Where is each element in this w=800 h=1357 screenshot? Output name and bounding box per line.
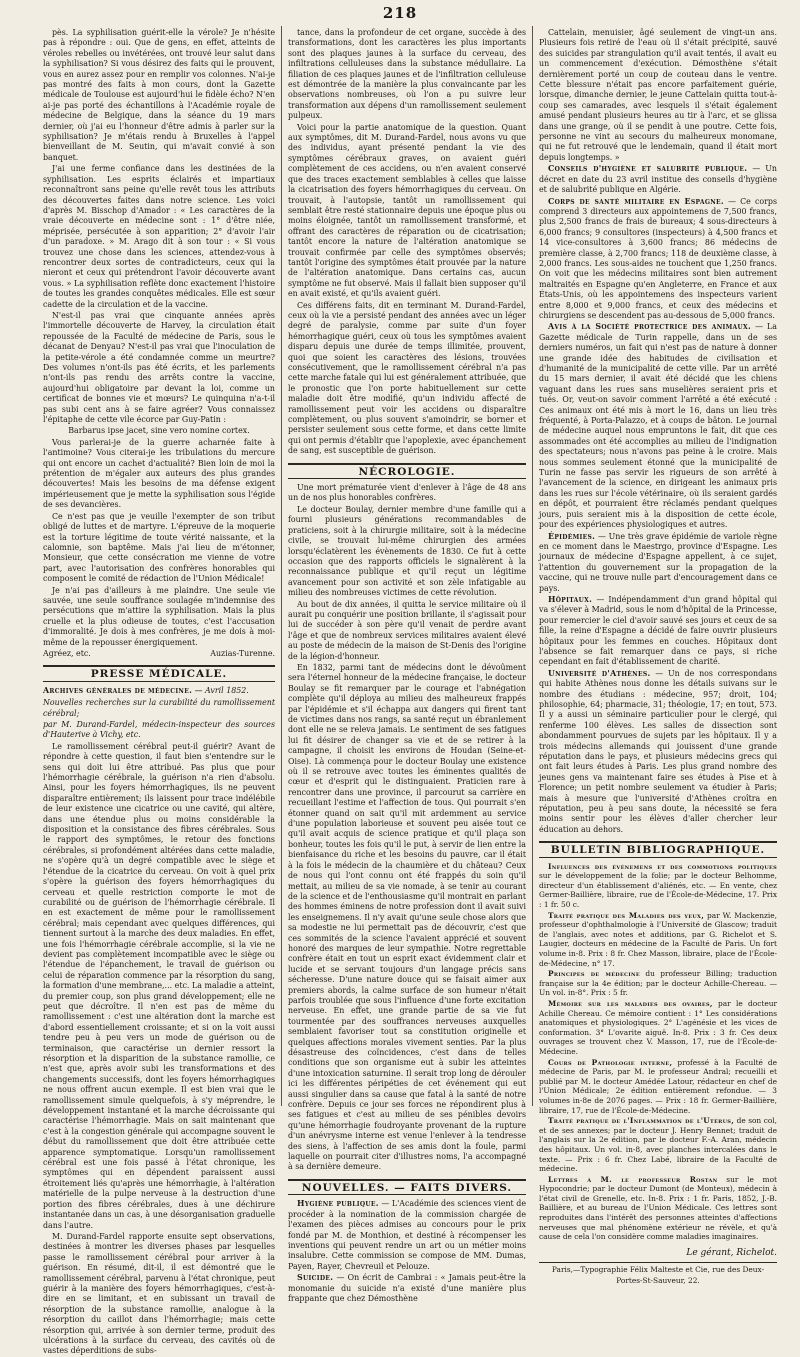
column-middle [288, 28, 526, 1303]
bibliography-list [539, 862, 777, 1242]
book-title: Lettres à M. le professeur Rostan [548, 1174, 718, 1184]
news-heading: Hôpitaux. [548, 594, 593, 604]
paragraph: Ces différens faits, dit en terminant M. Durand-Fardel, ceux où la vie a persisté pendant des années avec un léger degré de paralysie, comme par suite d'un foyer hémorrhagique guéri, ceux où tous les symptômes avaient disparu depuis une durée de temps illimitée, prouvent, quoi que soient les caractères des lésions, trouvées consécutivement, que le ramollissement cérébral n'a pas cette marche fatale qui lui est généralement attribuée, que le pronostic que l'on porte habituellement sur cette maladie doit être modifié, qu'un individu affecté de ramollissement peut voir les accidens ou disparaître complètement, ou plus souvent s'amoindrir, se borner et persister seulement sous cette forme, et dans cette limite qui ont permis d'établir que l'apoplexie, avec épanchement de sang, est susceptible de guérison. [288, 300, 526, 456]
presse-source [43, 686, 275, 696]
paragraph: N'est-il pas vrai que cinquante années après l'immortelle découverte de Harvey, la circulation était repoussée de la Faculté de médecine de Paris, sous le décanat de Denyau? N'est-il pas vrai que l'inoculation de la petite-vérole a été condamnée comme un meurtre? Des volumes n'ont-ils pas été écrits, et les parlements n'ont-ils pas rendu des arrêts contre la vaccine, aujourd'hui obligatoire par devant la loi, comme un certificat de bonnes vie et mœurs? Le quinquina n'a-t-il pas subi cent ans à se faire agréer? Vous connaissez l'épitaphe de cette vile écorce par Guy-Patin : [43, 310, 275, 425]
letter-signature [43, 649, 275, 659]
biblio-entry [539, 1116, 777, 1174]
book-title: Cours de Pathologie interne, [548, 1057, 673, 1067]
closing-formula: Agréez, etc. [43, 648, 91, 658]
column-right [539, 28, 778, 1285]
news-item [539, 197, 777, 322]
biblio-entry [539, 999, 777, 1057]
book-title: Traité pratique de l'Inflammation de l'Utérus, [548, 1116, 735, 1126]
book-details: du professeur Billing; traduction française sur la 4e édition; par le docteur Achille-Chereau. — Un vol. in-8°. Prix : 5 fr. [539, 969, 777, 998]
news-text: — La Gazette médicale de Turin rappelle, dans un de ses derniers numéros, un fait qui n'est pas de nature à donner une grande idée des habitudes de civilisation et d'humanité de la municipalité de cette ville. Par un arrêté du 15 mars dernier, il avait été décidé que les chiens vaguant dans les rues sans muselières seraient pris et tués. Or, veut-on savoir comment l'arrêté a été exécuté : Ces animaux ont été mis à mort le 16, dans un lieu très fréquenté, à Porta-Palazzo, et à coups de bâton. Le journal de médecine auquel nous empruntons le fait, dit que ces assommades ont été accomplies au milieu de l'indignation des spectateurs; nous n'avons pas peine à le croire. Mais nous sommes seulement étonné que la municipalité de Turin ne fasse pas servir les rigueurs de son arrêté à l'avancement de la science, en dirigeant les animaux pris dans les rues sur l'école vétérinaire, où ils seraient gardés en dépôt, et pourraient être réclamés pendant quelques jours, puis seraient mis à la disposition de cette école, pour des expériences physiologiques et autres. [539, 322, 778, 530]
biblio-entry [539, 1058, 777, 1116]
news-heading: Université d'Athènes. [548, 668, 651, 678]
book-title: Principes de médecine [548, 969, 640, 979]
book-title: Influences des événemens et des commotions politiques [548, 861, 777, 871]
news-text: — On écrit de Cambrai : « Jamais peut-être la monomanie du suicide n'a existé d'une manière plus frappante que chez Démosthène [288, 1273, 526, 1303]
news-item [288, 1199, 526, 1272]
book-details: sur le développement de la folie; par le docteur Belhomme, directeur d'un établissement d'aliénés, etc. — En vente, chez Germer-Baillière, libraire, rue de l'École-de-Médecine, 17. Prix : 1 fr. 50 c. [539, 871, 777, 910]
news-item [539, 164, 777, 195]
news-text: — L'Académie des sciences vient de procéder à la nomination de la commission chargée de l'examen des pièces admises au concours pour le prix fondé par M. de Monthion, et destiné à récompenser les inventions qui peuvent rendre un art ou un métier moins insalubre. Cette commission se compose de MM. Dumas, Payen, Rayer, Chevreuil et Pelouze. [288, 1199, 526, 1271]
paragraph: M. Durand-Fardel rapporte ensuite sept observations, destinées à montrer les diverses phases par lesquelles passe le ramollissement cérébral pour arriver à la guérison. En résumé, dit-il, il est démontré que le ramollissement cérébral, parvenu à l'état chronique, peut guérir à la manière des foyers hémorrhagiques, c'est-à-dire en se limitant, et en subissant un travail de résorption de la substance ramollie, analogue à la résorption du caillot dans l'hémorrhagie; mais cette résorption qui, arrivée à son dernier terme, produit des ulcérations à la surface du cerveau, des cavités où de vastes déperditions de subs- [43, 1231, 275, 1356]
news-heading: Avis à la Société protectrice des animaux. [548, 322, 752, 332]
news-item [539, 595, 777, 668]
paragraph: Une mort prématurée vient d'enlever à l'âge de 48 ans un de nos plus honorables confrères. [288, 483, 526, 503]
paragraph: Cattelain, menuisier, âgé seulement de vingt-un ans. Plusieurs fois retiré de l'eau où il s'était précipité, sauvé des suicides par strangulation qu'il avait tentés, il avait eu un commencement d'exécution. Démosthène s'était dernièrement porté un coup de couteau dans le ventre. Cette blessure n'était pas encore parfaitement guérie, lorsque, dimanche dernier, le jeune Cattelain quitta tout-à-coup ses camarades, avec lesquels il s'était également amusé pendant plusieurs heures au tir à l'arc, et se glissa dans une grange, où il se pendit à une poutre. Cette fois, personne ne vint au secours du malheureux monomane, qui ne fut retrouvé que le lendemain, quand il était mort depuis longtemps. » [539, 28, 777, 162]
column-rule-right [532, 26, 533, 1106]
article-byline: par M. Durand-Fardel, médecin-inspecteur des sources d'Hauterive à Vichy, etc. [43, 720, 275, 740]
news-heading: Hygiène publique. [297, 1199, 379, 1209]
source-date: — Avril 1852. [194, 685, 249, 695]
column-rule-left [281, 26, 282, 1106]
news-heading: Conseils d'hygiène et salubrité publique. [548, 164, 748, 174]
biblio-entry [539, 969, 777, 998]
news-heading: Suicide. [297, 1273, 334, 1283]
news-item [539, 669, 777, 836]
paragraph: Vous parlerai-je de la guerre acharnée faite à l'antimoine? Vous citerai-je les tribulations du mercure qui ont encore un cachet d'actualité? Bien loin de moi la prétention de m'égaler aux auteurs des plus grandes découvertes! Mais les besoins de ma défense exigent impérieusement que je mette la syphilisation sous l'égide de ses devancières. [43, 437, 275, 510]
book-details: par le docteur Achille Chereau. Ce mémoire contient : 1° Les considérations anatomiques et physiologiques. 2° L'agénésie et les vices de conformation. 3° L'ovarite aiguë. In-8. Prix : 3 fr. Ces deux ouvrages se trouvent chez V. Masson, 17, rue de l'École-de-Médecine. [539, 999, 777, 1056]
paragraph: Ce n'est pas que je veuille l'exempter de son tribut obligé de luttes et de martyre. L'épreuve de la moquerie est la torture légitime de toute vérité naissante, et la calomnie, son baptême. Mais j'ai lieu de m'étonner, Monsieur, que cette consécration me vienne de votre part, avec l'autorisation des confrères honorables qui composent le comité de rédaction de l'Union Médicale! [43, 511, 275, 584]
section-title-necrologie: NÉCROLOGIE. [288, 463, 526, 479]
news-item [539, 532, 777, 594]
paragraph: J'ai une ferme confiance dans les destinées de la syphilisation. Les esprits éclairés et impartiaux reconnaîtront sans peine qu'elle revêt tous les attributs des découvertes faites dans notre science. Les voici d'après M. Bisschop d'Amador : « Les caractères de la vraie découverte en médecine sont : 1° d'être niée, méprisée, persécutée à son apparition; 2° d'avoir l'air d'un paradoxe. » M. Arago dit à son tour : « Si vous trouvez une chose dans les sciences, attendez-vous à rencontrer deux sortes de contradicteurs, ceux qui la nieront et ceux qui prétendront l'avoir découverte avant vous. » La syphilisation reflète donc exactement l'histoire de toutes les grandes conquêtes médicales. Elle est sœur cadette de la circulation et de la vaccine. [43, 164, 275, 309]
column-left [43, 28, 275, 1356]
article-title: Nouvelles recherches sur la curabilité du ramollissement cérébral; [43, 698, 275, 718]
paragraph: En 1832, parmi tant de médecins dont le dévoûment sera l'éternel honneur de la médecine française, le docteur Boulay se fit remarquer par le courage et l'abnégation complète qu'il déploya au milieu des malheureux frappés par l'épidémie et s'il échappa aux dangers qui firent tant de victimes dans nos rangs, sa santé reçut un ébranlement dont elle ne se releva jamais. Le sentiment de ses fatigues lui fit désirer de changer sa vie et de se retirer à la campagne, il choisit les environs de Houdan (Seine-et-Oise). Là commença pour le docteur Boulay une existence où il se retrouve avec toutes les éminentes qualités de cœur et d'esprit qui le distinguaient. Praticien rare à rencontrer dans une province, il parcourut sa carrière en recueillant l'estime et l'affection de tous. Qui pourrait s'en étonner quand on sait qu'il mit ardemment au service d'une population laborieuse et souvent peu aisée tout ce qu'il avait acquis de science pratique et qu'il plaça son bonheur, toutes les fois qu'il le put, à servir de lien entre la bienfaisance du riche et les besoins du pauvre, car il était à la fois le médecin de la chaumière et du château? Ceux de nous qui l'ont connu ont été frappés du soin qu'il mettait, au milieu de sa vie nomade, à se tenir au courant de la science et de l'enthousiasme qu'il montrait en parlant des hommes éminens de notre profession dont il avait suivi les enseignemens. Il n'y avait qu'une seule chose alors que sa modestie ne lui permettait pas de découvrir, c'est que ces sommités de la science l'avaient apprécié et souvent honoré des marques de leur sympathie. Notre regrettable confrère était en tout un esprit exact évidemment clair et lucide et se servant toujours d'un langage précis sans sécheresse. D'une nature douce qui se faisait aimer aux premiers abords, la calme surface de son humeur n'était parfois troublée que sous l'influence d'une forte excitation nerveuse. En effet, une grande partie de sa vie fut tourmentée par des souffrances nerveuses auxquelles semblaient favoriser tout sa constitution originelle et quelques affections morales vivement senties. Par la plus désastreuse des coïncidences, c'est dans de telles conditions que son organisme eut à subir les atteintes d'une intoxication saturnine. Il serait trop long de dérouler ici les différentes péripéties de cet événement qui eut aussi singulier dans sa cause que fatal à la santé de notre confrère. Depuis ce jour ses forces ne répondirent plus à ses fatigues et c'est au milieu de ses pénibles devoirs qu'une hémorrhagie foudroyante provenant de la rupture d'un anévrysme interne est venue l'enlever à la tendresse des siens, à l'affection de ses amis dont la foule, parmi laquelle on pourrait citer d'illustres noms, l'a accompagné à sa dernière demeure. [288, 662, 526, 1172]
news-text: — Ce corps comprend 3 directeurs aux appointemens de 7,500 francs, plus 2,500 francs de frais de bureaux; 4 sous-directeurs à 6,000 francs; 9 consultores (inspecteurs) à 4,500 francs et 14 vice-consultores à 3,600 francs; 86 médecins de première classe, à 2,700 francs; 118 de deuxième classe, à 2,000 francs. Les sous-aides ne touchent que 1,250 francs. On voit que les médecins militaires sont bien autrement maltraités en Espagne qu'en Angleterre, en France et aux États-Unis, où les appointemens des inspecteurs varient entre 8,000 et 9,000 francs, et ceux des médecins et chirurgiens se descendent pas au-dessous de 5,000 francs. [539, 196, 777, 320]
source-title: Archives générales de médecine. [43, 685, 193, 695]
book-details: par W. Mackenzie, professeur d'ophthalmologie à l'Université de Glascow; traduit de l'anglais, avec notes et additions, par G. Richelot et S. Laugier, docteurs en médecine de la Faculté de Paris. Un fort volume in-8. Prix : 8 fr. Chez Masson, libraire, place de l'École-de-Médecine, n° 17. [539, 910, 777, 968]
book-details: sur le mot Hypocondrie; par le docteur Dumont (de Monteux), médecin à l'état civil de Grenelle, etc. In-8. Prix : 1 fr. Paris, 1852, J.-B. Baillière, et au bureau de l'Union Médicale. Ces lettres sont reproduites dans l'intérêt des personnes atteintes d'affections nerveuses que mal phénomène extérieur ne révèle, et qu'à cause de cela l'on considère comme maladies imaginaires. [539, 1174, 777, 1242]
biblio-entry [539, 862, 777, 910]
biblio-entry [539, 911, 777, 969]
news-item [288, 1273, 526, 1304]
section-title-nouvelles: NOUVELLES. — FAITS DIVERS. [288, 1179, 526, 1195]
news-text: — Indépendamment d'un grand hôpital qui va s'élever à Madrid, sous le nom d'hôpital de la Princesse, pour remercier le ciel d'avoir sauvé ses jours et ceux de sa fille, la reine d'Espagne a décidé de faire ouvrir plusieurs hôpitaux pour les femmes en couches. Hôpitaux dont l'absence se fait remarquer dans ce pays, si riche cependant en fait d'établissement de charité. [539, 594, 777, 667]
paragraph: Je n'ai pas d'ailleurs à me plaindre. Une seule vie sauvée, une seule souffrance soulagée m'indemnise des persécutions que m'attire la syphilisation. Mais la plus cruelle et la plus odieuse de toutes, c'est l'accusation d'immoralité. Je dois à mes confrères, je me dois à moi-même de la repousser énergiquement. [43, 585, 275, 647]
page-number: 218 [382, 4, 418, 22]
news-item [539, 322, 777, 530]
section-title-bulletin: BULLETIN BIBLIOGRAPHIQUE. [539, 841, 777, 857]
biblio-entry [539, 1175, 777, 1242]
latin-quote: Barbarus ipse jacet, sine vero nomine cortex. [68, 426, 250, 436]
book-title: Mémoire sur les maladies des ovaires, [548, 999, 713, 1008]
news-text: — Un décret en date du 23 avril institue des conseils d'hygiène et de salubrité publique en Algérie. [539, 164, 777, 195]
author-name: Auzias-Turenne. [210, 648, 275, 658]
paragraph: Au bout de dix années, il quitta le service militaire où il aurait pu conquérir une position brillante, il s'agissait pour lui de succéder à son père qu'il venait de perdre avant l'âge et que de nombreux services militaires avaient élevé au poste de médecin de la maison de St-Denis des l'origine de la légion-d'honneur. [288, 599, 526, 661]
book-title: Traité pratique des Maladies des yeux, [548, 910, 705, 920]
news-text: — Une très grave épidémie de variole règne en ce moment dans le Maestrgo, province d'Espagne. Les journaux de médecine d'Espagne appellent, à ce sujet, l'attention du gouvernement sur la propagation de la vaccine, qui ne trouve nulle part d'encouragement dans ce pays. [539, 531, 777, 593]
section-title-presse: PRESSE MÉDICALE. [43, 665, 275, 681]
paragraph: Le ramollissement cérébral peut-il guérir? Avant de répondre à cette question, il faut bien s'entendre sur le sens qui doit lui être attribué. Pas plus que pour l'hémorrhagie cérébrale, la guérison n'a rien d'absolu. Ainsi, pour les foyers hémorrhagiques, ils ne peuvent disparaître entièrement; ils laissent pour trace indélébile de leur existence une cicatrice ou une cavité, qui altère, dans une étendue plus ou moins considérable la disposition et la consistance des fibres cérébrales. Sous le rapport des symptômes, le retour des fonctions cérébrales, si profondément altérées dans cette maladie, ne s'opère qu'à un degré compatible avec le siège et l'étendue de la cicatrice du cerveau. On voit à quel prix s'opère la guérison des foyers hémorrhagiques du cerveau et quelle restriction comporte le mot de curabilité ou de guérison de l'hémorrhagie cérébrale. Il en est exactement de même pour le ramollissement cérébral; mais cependant avec quelques différences, qui tiennent surtout à la marche des deux maladies. En effet, une fois l'hémorrhagie cérébrale accomplie, si la vie ne devient pas complètement incompatible avec le siège ou l'étendue de l'épanchement, le travail de guérison ou celui de réparation commence par la résorption du sang, la formation d'une membrane,... etc. La maladie a atteint, du premier coup, son plus grand développement; elle ne peut que décroître. Il n'en est pas de même du ramollissement : c'est une altération dont la marche est d'abord essentiellement croissante; et si on la voit aussi tendre peu à peu vers un mode de guérison ou de terminaison, que caractérise un dernier ressort la résorption et la disparition de la substance ramollie, ce n'est que, après avoir subi les transformations et des changements successifs, dont les foyers hémorrhagiques ne nous offrent aucun exemple. Il est bien vrai que le ramollissement simule quelquefois, à s'y méprendre, le développement instantané et la marche décroissante qui caractérise l'hémorrhagie. Mais on sait maintenant que c'est à la congestion générale qui accompagne souvent le début du ramollissement que doit être attribuée cette apparence symptomatique. Lorsqu'un ramollissement cérébral est une fois passé à l'état chronique, les symptômes qui en dépendent paraissent aussi étroitement liés qu'après une hémorrhagie, à l'altération matérielle de la pulpe nerveuse à la destruction d'une portion des fibres cérébrales, dues à une déchirure instantanée dans un cas, à une désorganisation graduelle dans l'autre. [43, 741, 275, 1230]
news-heading: Corps de santé militaire en Espagne. [548, 196, 724, 206]
printer-imprint: Paris,—Typographie Félix Malteste et Cie, rue des Deux-Portes-St-Sauveur, 22. [539, 1262, 777, 1286]
paragraph: Voici pour la partie anatomique de la question. Quant aux symptômes, dit M. Durand-Fardel, nous avons vu que des individus, ayant présenté pendant la vie des symptômes cérébraux graves, on avaient guéri complètement de ces accidens, ou n'en avaient conservé que des traces exactement semblables à celles que laisse la cicatrisation des foyers hémorrhagiques du cerveau. On trouvait, à l'autopsie, tantôt un ramollissement qui semblait être resté stationnaire depuis une époque plus ou moins éloignée, tantôt un ramollissement transformé, et offrant des caractères de réparation ou de cicatrisation; tantôt encore la nature de l'altération anatomique se trouvait confirmée par celle des symptômes observés; tantôt l'origine des symptômes était prouvée par la nature de l'altération anatomique. Dans certains cas, aucun symptôme ne fut observé. Mais il fallait bien supposer qu'il en avait existé, et qu'ils avaient guéri. [288, 122, 526, 299]
news-heading: Épidémies. [548, 531, 596, 541]
gerant-signature: Le gérant, Richelot. [686, 1247, 777, 1258]
book-details: professé à la Faculté de médecine de Paris, par M. le professeur Andral; recueilli et publié par M. le docteur Amédée Latour, rédacteur en chef de l'Union Médicale; 2e édition entièrement refondue. — 3 volumes in-8e de 2076 pages. — Prix : 18 fr. Germer-Baillière, libraire, 17, rue de l'École-de-Médecine. [539, 1057, 778, 1115]
news-text: — Un de nos correspondans qui habite Athènes nous donne les détails suivans sur le nombre des étudians : médecine, 957; droit, 104; philosophie, 64; pharmacie, 31; théologie, 17; en tout, 573. Il y a aussi un séminaire particulier pour le clergé, qui renferme 100 élèves. Les salles de dissection sont abondamment pourvues de sujets par les hôpitaux. Il y a trois médecins allemands qui jouissent d'une grande réputation dans le pays, et plusieurs médecins grecs qui ont fait leurs études à Paris. Les plus grand nombre des jeunes gens va maintenant faire ses études à Pise et à Florence; un petit nombre seulement va étudier à Paris; mais à mesure que l'université d'Athènes croîtra en réputation, peu à peu sans doute, la nécessité se fera moins sentir pour les élèves d'aller chercher leur éducation au dehors. [539, 668, 777, 834]
book-details: de son col, et de ses annexes; par le docteur J. Henry Bennet; traduit de l'anglais sur la 2e édition, par le docteur F.-A. Aran, médecin des hôpitaux. Un vol. in-8, avec planches intercalées dans le texte. — Prix : 6 fr. Chez Labé, libraire de la Faculté de médecine. [539, 1116, 777, 1174]
paragraph: pès. La syphilisation guérit-elle la vérole? Je n'hésite pas à répondre : oui. Que de gens, en effet, atteints de véroles rebelles ou invétérées, ont trouvé leur salut dans la syphilisation? Si vous désirez des faits qui le prouvent, vous en aurez assez pour en remplir vos colonnes. N'ai-je pas montré des faits à mon cours, dont la Gazette médicale de Toulouse est aujourd'hui le fidèle écho? N'en ai-je pas porté des échantillons à l'Académie royale de médecine de Belgique, dans la séance du 19 mars dernier, où j'ai eu l'honneur d'être admis à parler sur la syphilisation? Je m'étais rendu à Bruxelles à l'appel bienveillant de M. Seutin, qui m'avait convié à son banquet. [43, 28, 275, 162]
paragraph: Le docteur Boulay, dernier membre d'une famille qui a fourni plusieurs générations recommandables de praticiens, soit à la chirurgie militaire, soit à la médecine civile, se trouvait lui-même chirurgien des armées lorsqu'éclatèrent les évènements de 1830. Ce fut à cette occasion que des rapports officiels le signalèrent à la reconnaissance publique et qu'il reçut un légitime avancement pour son activité et son zèle infatigable au milieu des nombreuses victimes de cette révolution. [288, 504, 526, 598]
paragraph: tance, dans la profondeur de cet organe, succède à des transformations, dont les caractères les plus importants sont des plaques jaunes à la surface du cerveau, des infiltrations celluleuses dans la substance médullaire. La filiation de ces plaques jaunes et de l'infiltration celluleuse est démontrée de la manière la plus convaincante par les observations nombreuses, où l'on a pu suivre leur transformation aux dépens d'un ramollissement seulement pulpeux. [288, 28, 526, 121]
